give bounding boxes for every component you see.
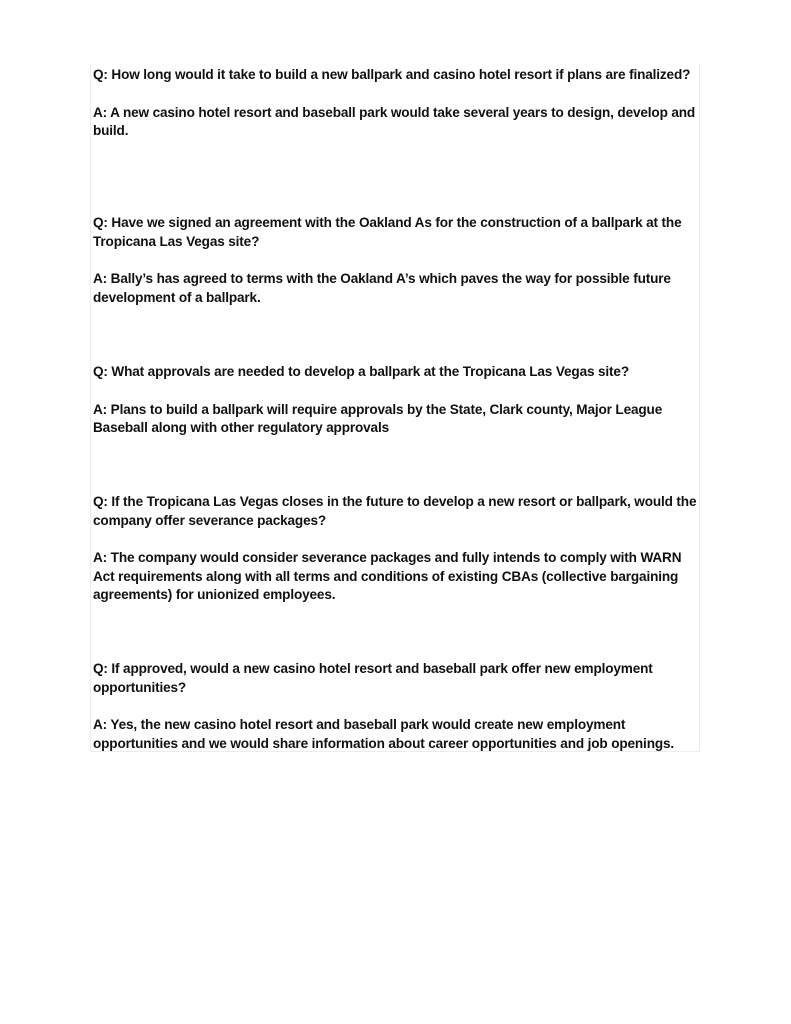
faq-item <box>93 363 699 438</box>
faq-question: Q: If approved, would a new casino hotel resort and baseball park offer new employment opportunities? <box>93 661 653 695</box>
faq-item <box>93 214 699 307</box>
faq-item <box>93 660 699 753</box>
faq-item <box>93 66 699 141</box>
faq-item <box>93 493 699 605</box>
faq-question: Q: Have we signed an agreement with the Oakland As for the construction of a ballpark at the Tropicana Las Vegas site? <box>93 215 682 249</box>
faq-answer: A: Plans to build a ballpark will require approvals by the State, Clark county, Major League Baseball along with other regulatory approvals <box>93 401 663 435</box>
faq-answer: A: Bally’s has agreed to terms with the Oakland A’s which paves the way for possible future development of a ballpark. <box>93 271 671 305</box>
faq-question: Q: If the Tropicana Las Vegas closes in the future to develop a new resort or ballpark, would the company offer severance packages? <box>93 494 697 528</box>
faq-question: Q: What approvals are needed to develop a ballpark at the Tropicana Las Vegas site? <box>93 364 629 379</box>
faq-answer: A: Yes, the new casino hotel resort and baseball park would create new employment opportunities and we would share information about career opportunities and job openings. <box>93 717 675 751</box>
faq-question: Q: How long would it take to build a new ballpark and casino hotel resort if plans are finalized? <box>93 67 691 82</box>
faq-answer: A: The company would consider severance packages and fully intends to comply with WARN Act requirements along with all terms and conditions of existing CBAs (collective bargaining agreements) for unionized employees. <box>93 550 682 602</box>
faq-answer: A: A new casino hotel resort and baseball park would take several years to design, develop and build. <box>93 104 696 138</box>
